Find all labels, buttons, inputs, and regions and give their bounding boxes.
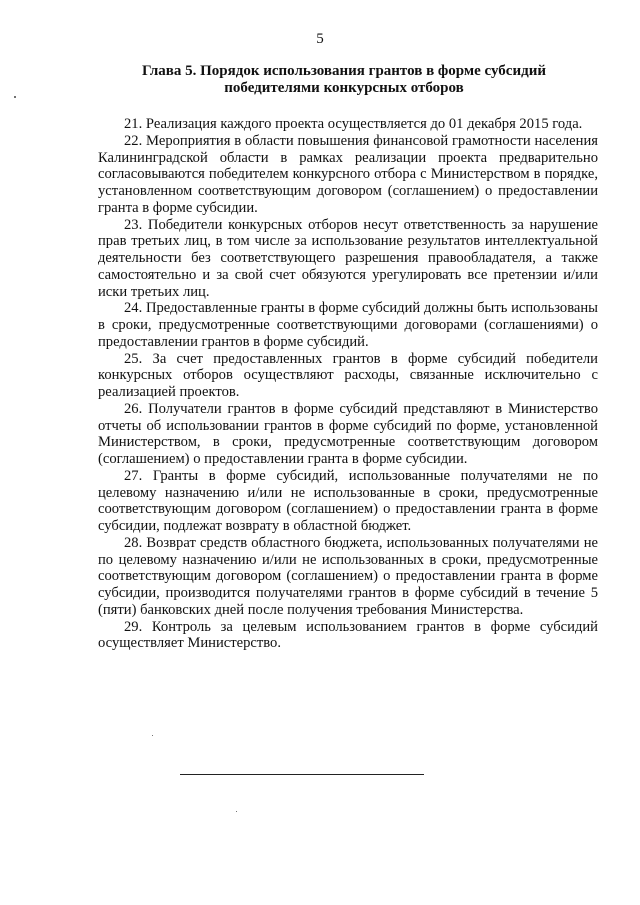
chapter-title-line-1: Глава 5. Порядок использования грантов в форме субсидий: [142, 63, 546, 79]
paragraph-24: 24. Предоставленные гранты в форме субсидий должны быть использованы в сроки, предусмотренные соответствующими договорами (соглашениями) о предоставлении грантов в форме субсидий.: [98, 300, 598, 350]
document-body: [98, 116, 598, 652]
chapter-title: [90, 63, 598, 97]
scan-speck: [236, 811, 237, 812]
paragraph-29: 29. Контроль за целевым использованием грантов в форме субсидий осуществляет Министерство.: [98, 618, 598, 652]
scan-speck: [152, 735, 153, 736]
chapter-title-line-2: победителями конкурсных отборов: [224, 80, 464, 96]
end-of-document-line: [180, 774, 424, 775]
paragraph-22: 22. Мероприятия в области повышения финансовой грамотности населения Калининградской области в рамках реализации проекта предварительно согласовываются победителем конкурсного отбора с Министерством в порядке, установленном соответствующим договором (соглашением) о предоставлении гранта в форме субсидии.: [98, 132, 598, 216]
paragraph-23: 23. Победители конкурсных отборов несут ответственность за нарушение прав третьих лиц, в том числе за использование результатов интеллектуальной деятельности без соответствующего разрешения правообладателя, а также самостоятельно и за свой счет обязуются урегулировать все претензии и/или иски третьих лиц.: [98, 216, 598, 300]
paragraph-28: 28. Возврат средств областного бюджета, использованных получателями не по целевому назначению и/или не использованных в сроки, предусмотренные соответствующим договором (соглашением) о предоставлении гранта в форме субсидии, производится получателями грантов в форме субсидий в течение 5 (пяти) банковских дней после получения требования Министерства.: [98, 534, 598, 618]
paragraph-25: 25. За счет предоставленных грантов в форме субсидий победители конкурсных отборов осуществляют расходы, связанные исключительно с реализацией проектов.: [98, 350, 598, 400]
scan-speck: [14, 96, 16, 98]
paragraph-26: 26. Получатели грантов в форме субсидий представляют в Министерство отчеты об использовании грантов в форме субсидий по форме, установленной Министерством, в сроки, предусмотренные соответствующим договором (соглашением) о предоставлении гранта в форме субсидии.: [98, 400, 598, 467]
page-number: 5: [316, 31, 324, 47]
paragraph-21: 21. Реализация каждого проекта осуществляется до 01 декабря 2015 года.: [124, 116, 583, 132]
paragraph-27: 27. Гранты в форме субсидий, использованные получателями не по целевому назначению и/или не использованные в сроки, предусмотренные соответствующим договором (соглашением) о предоставлении гранта в форме субсидии, подлежат возврату в областной бюджет.: [98, 467, 598, 534]
